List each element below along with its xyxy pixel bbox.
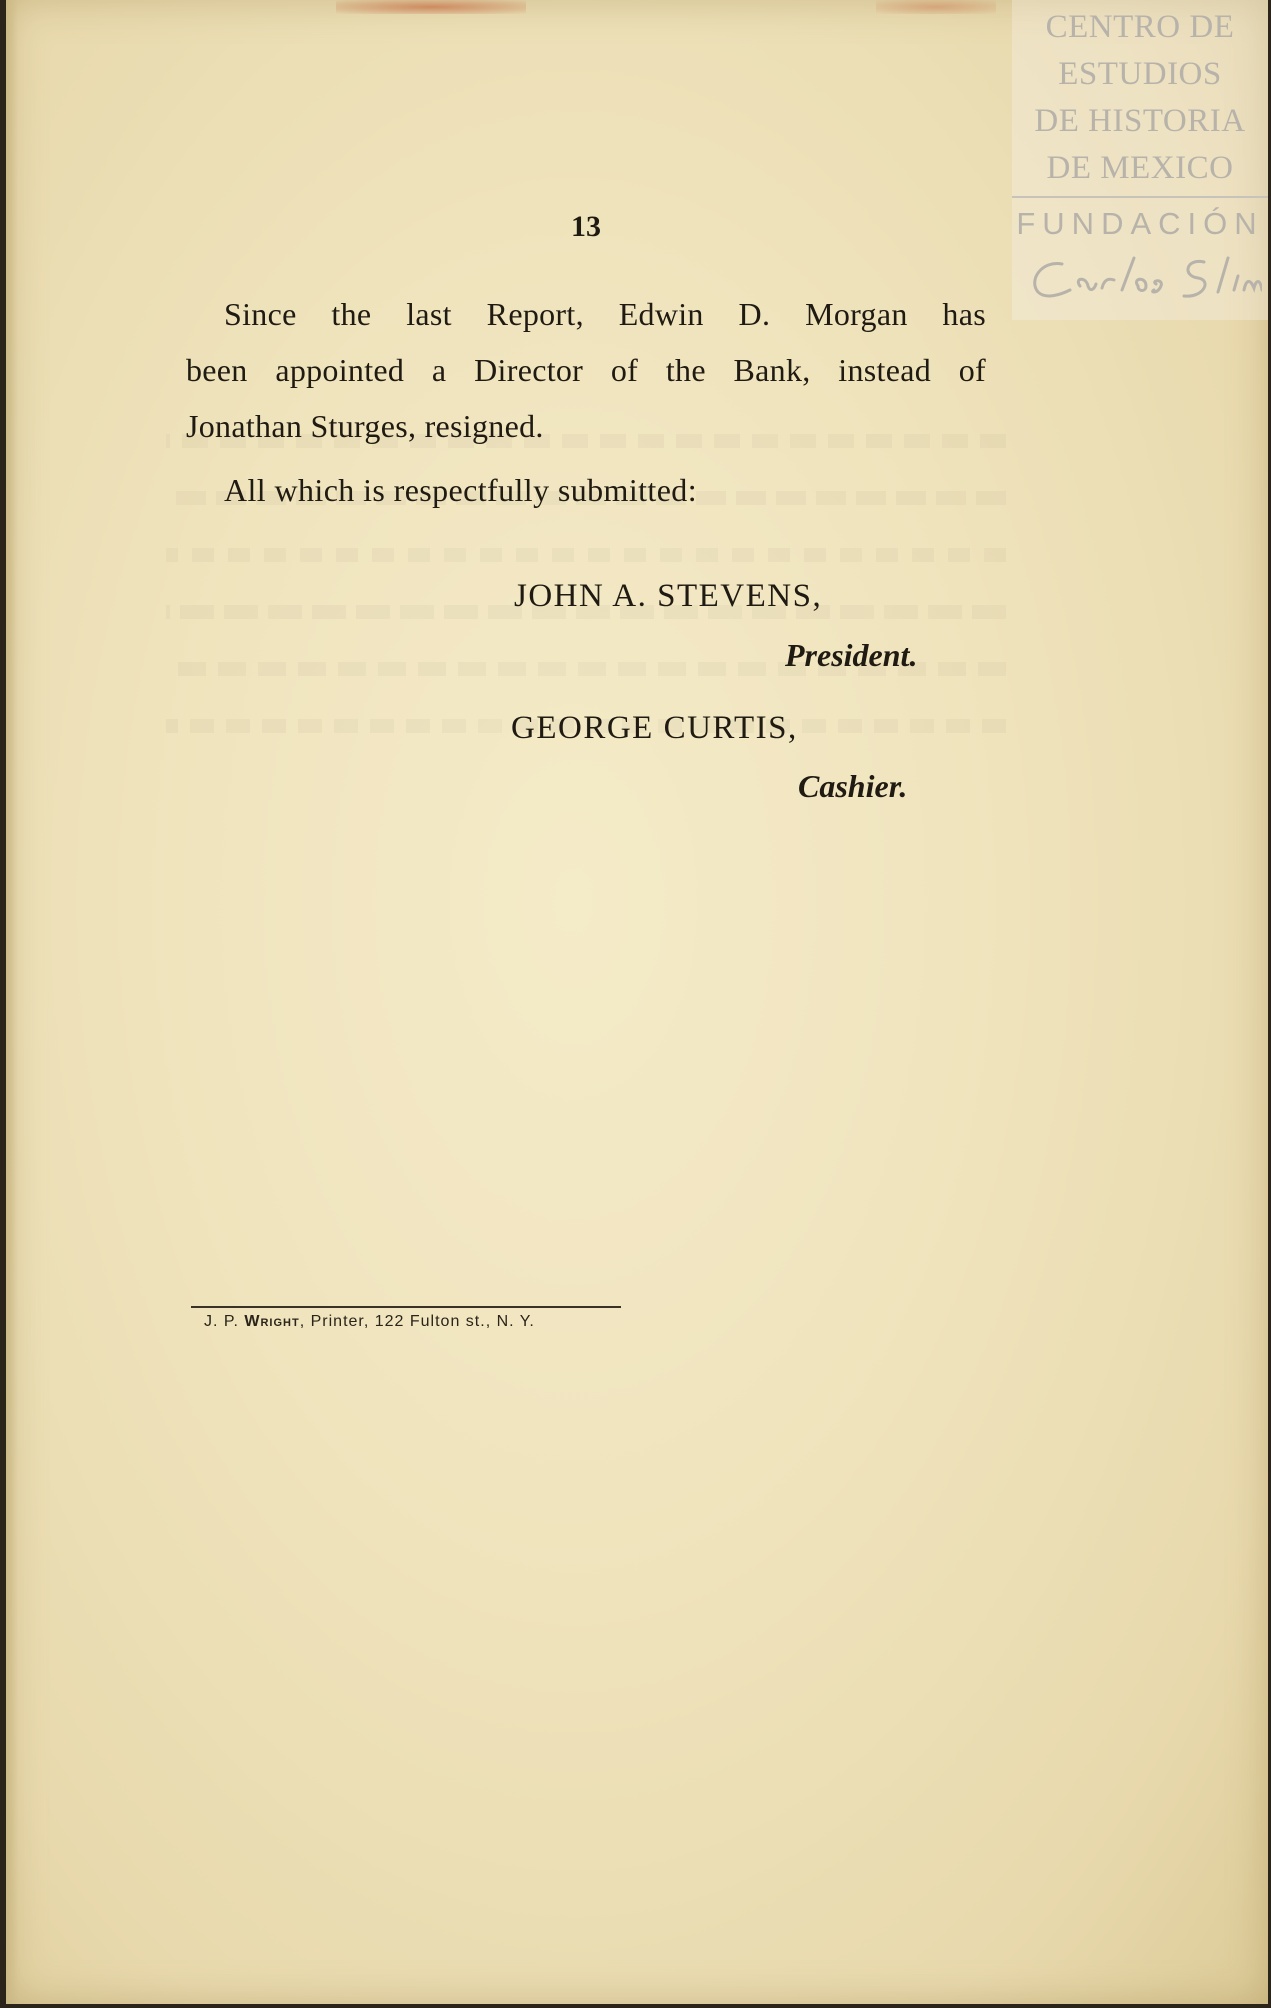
paragraph-line: Jonathan Sturges, resigned. bbox=[186, 408, 544, 444]
closing-statement: All which is respectfully submitted: bbox=[224, 472, 697, 508]
printer-imprint-name: Wright bbox=[244, 1313, 300, 1330]
paragraph-line: Since the last Report, Edwin D. Morgan has bbox=[224, 296, 986, 332]
signature-logo-icon bbox=[1022, 250, 1262, 310]
watermark-line: ESTUDIOS bbox=[1058, 56, 1222, 92]
bleed-through-texture bbox=[166, 420, 1006, 733]
footer-rule bbox=[191, 1306, 621, 1308]
watermark-line: CENTRO DE bbox=[1045, 9, 1235, 45]
red-stain-mark bbox=[336, 0, 526, 14]
red-stain-mark bbox=[876, 0, 996, 14]
signatory-name-president: JOHN A. STEVENS, bbox=[514, 578, 823, 614]
printer-imprint-rest: , Printer, 122 Fulton st., N. Y. bbox=[299, 1313, 535, 1330]
printer-imprint bbox=[204, 1313, 535, 1331]
paragraph-line: been appointed a Director of the Bank, instead of bbox=[186, 352, 986, 388]
archive-watermark bbox=[1012, 0, 1268, 320]
printer-imprint-prefix: J. P. bbox=[204, 1313, 245, 1330]
watermark-line: DE MEXICO bbox=[1046, 150, 1234, 186]
signatory-name-cashier: GEORGE CURTIS, bbox=[511, 710, 798, 746]
page-edge-shadow bbox=[6, 0, 18, 2004]
signatory-title-president: President. bbox=[785, 637, 918, 673]
page-number: 13 bbox=[571, 210, 601, 243]
watermark-divider bbox=[1012, 196, 1268, 198]
watermark-line: DE HISTORIA bbox=[1034, 103, 1246, 139]
report-paragraph bbox=[186, 286, 986, 454]
watermark-foundation: FUNDACIÓN bbox=[1016, 206, 1264, 241]
signatory-title-cashier: Cashier. bbox=[798, 768, 908, 804]
